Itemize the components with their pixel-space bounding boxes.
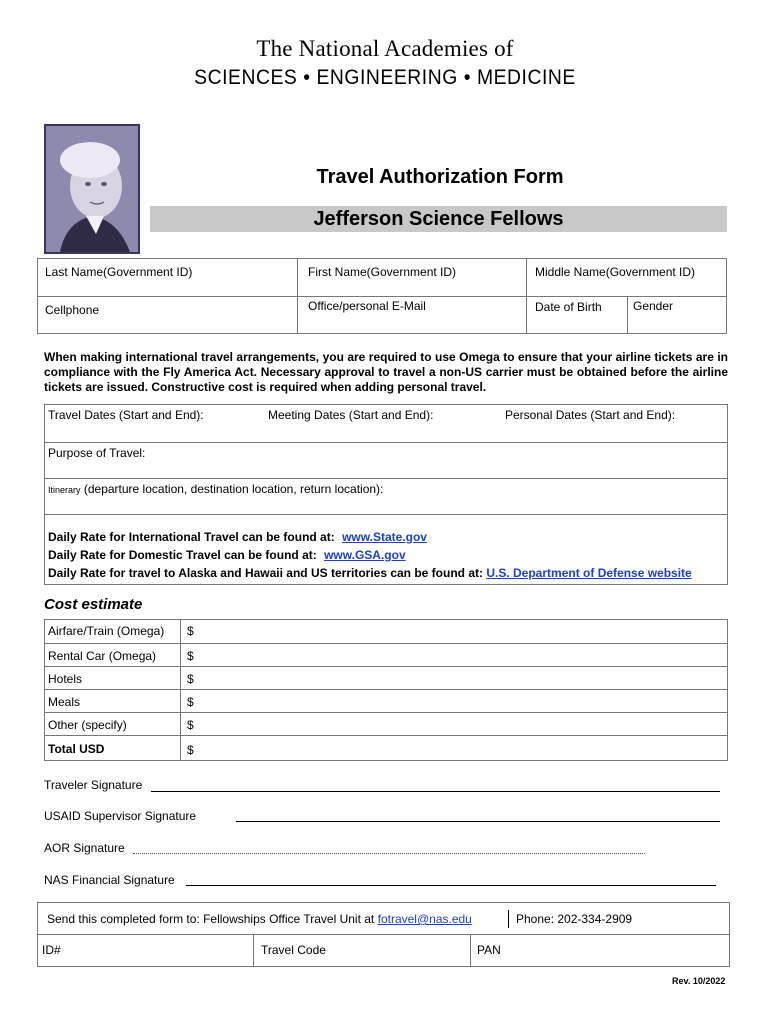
- divider: [44, 735, 728, 736]
- gsa-gov-link[interactable]: www.GSA.gov: [324, 548, 406, 562]
- email-field[interactable]: Office/personal E-Mail: [308, 299, 426, 313]
- cellphone-field[interactable]: Cellphone: [45, 303, 100, 317]
- cost-input-total[interactable]: $: [187, 743, 194, 757]
- rate-dom-text: Daily Rate for Domestic Travel can be found at:: [48, 548, 317, 562]
- state-gov-link[interactable]: www.State.gov: [342, 530, 427, 544]
- purpose-field[interactable]: Purpose of Travel:: [48, 446, 146, 460]
- divider: [44, 442, 728, 443]
- nas-signature-line[interactable]: [186, 885, 716, 886]
- divider: [37, 296, 727, 297]
- divider: [44, 514, 728, 515]
- send-to-text: Send this completed form to: Fellowships Office Travel Unit at: [47, 912, 375, 926]
- dob-field[interactable]: Date of Birth: [535, 300, 602, 314]
- rate-intl-line: [48, 530, 427, 544]
- form-title: Travel Authorization Form: [316, 166, 564, 188]
- traveler-signature-line[interactable]: [151, 791, 720, 792]
- send-to-line: [47, 912, 472, 926]
- rate-ak-line: [48, 566, 692, 580]
- dod-link[interactable]: U.S. Department of Defense website: [486, 566, 692, 580]
- gender-field[interactable]: Gender: [633, 299, 674, 313]
- cost-input-hotels[interactable]: $: [187, 672, 194, 686]
- usaid-signature-line[interactable]: [236, 821, 720, 822]
- nas-signature-label: NAS Financial Signature: [44, 873, 175, 887]
- last-name-field[interactable]: Last Name(Government ID): [45, 265, 193, 279]
- logo-line-1: The National Academies of: [256, 36, 514, 61]
- divider: [44, 643, 728, 644]
- portrait-image: [44, 124, 140, 254]
- first-name-field[interactable]: First Name(Government ID): [308, 265, 457, 279]
- divider: [44, 666, 728, 667]
- rate-dom-line: [48, 548, 406, 562]
- divider: [297, 258, 298, 334]
- divider: [180, 619, 181, 761]
- cost-input-airfare[interactable]: $: [187, 624, 194, 638]
- cost-estimate-title: Cost estimate: [44, 596, 143, 613]
- cost-label-airfare: Airfare/Train (Omega): [48, 624, 165, 638]
- divider: [253, 934, 254, 967]
- travel-dates-field[interactable]: Travel Dates (Start and End):: [48, 408, 204, 422]
- cost-label-rental: Rental Car (Omega): [48, 649, 157, 663]
- rate-ak-text: Daily Rate for travel to Alaska and Hawaii and US territories can be found at:: [48, 566, 483, 580]
- middle-name-field[interactable]: Middle Name(Government ID): [535, 265, 696, 279]
- omega-notice: When making international travel arrangements, you are required to use Omega to ensure that your airline tickets are in compliance with the Fly America Act. Necessary approval to travel a non-US carrier must be obtained before the airline tickets are issued. Constructive cost is required when adding personal travel.: [44, 350, 728, 394]
- revision-label: Rev. 10/2022: [672, 976, 726, 986]
- rate-intl-text: Daily Rate for International Travel can be found at:: [48, 530, 335, 544]
- cost-label-total: Total USD: [48, 742, 105, 756]
- personal-dates-field[interactable]: Personal Dates (Start and End):: [505, 408, 676, 422]
- traveler-signature-label: Traveler Signature: [44, 778, 143, 792]
- itinerary-field[interactable]: [48, 482, 383, 496]
- pan-field[interactable]: PAN: [477, 943, 501, 957]
- divider: [526, 258, 527, 334]
- fotravel-email-link[interactable]: fotravel@nas.edu: [377, 912, 472, 926]
- cost-label-meals: Meals: [48, 695, 81, 709]
- divider: [44, 689, 728, 690]
- meeting-dates-field[interactable]: Meeting Dates (Start and End):: [268, 408, 434, 422]
- cost-label-other: Other (specify): [48, 718, 127, 732]
- divider: [470, 934, 471, 967]
- divider: [37, 934, 730, 935]
- cost-input-other[interactable]: $: [187, 718, 194, 732]
- cost-input-meals[interactable]: $: [187, 695, 194, 709]
- cost-input-rental[interactable]: $: [187, 649, 194, 663]
- usaid-signature-label: USAID Supervisor Signature: [44, 809, 197, 823]
- itinerary-hint: (departure location, destination location, return location):: [83, 482, 384, 496]
- itinerary-label: Itinerary: [48, 485, 81, 495]
- cost-table: [44, 619, 728, 761]
- form-subtitle: Jefferson Science Fellows: [313, 208, 564, 230]
- aor-signature-label: AOR Signature: [44, 841, 125, 855]
- travel-code-field[interactable]: Travel Code: [261, 943, 326, 957]
- divider: [627, 296, 628, 334]
- phone-text: Phone: 202-334-2909: [516, 912, 633, 926]
- id-field[interactable]: ID#: [42, 943, 61, 957]
- divider: [44, 712, 728, 713]
- cost-label-hotels: Hotels: [48, 672, 83, 686]
- logo-line-2: SCIENCES • ENGINEERING • MEDICINE: [194, 66, 576, 89]
- aor-signature-line[interactable]: [133, 853, 645, 854]
- divider: [508, 910, 509, 928]
- divider: [44, 478, 728, 479]
